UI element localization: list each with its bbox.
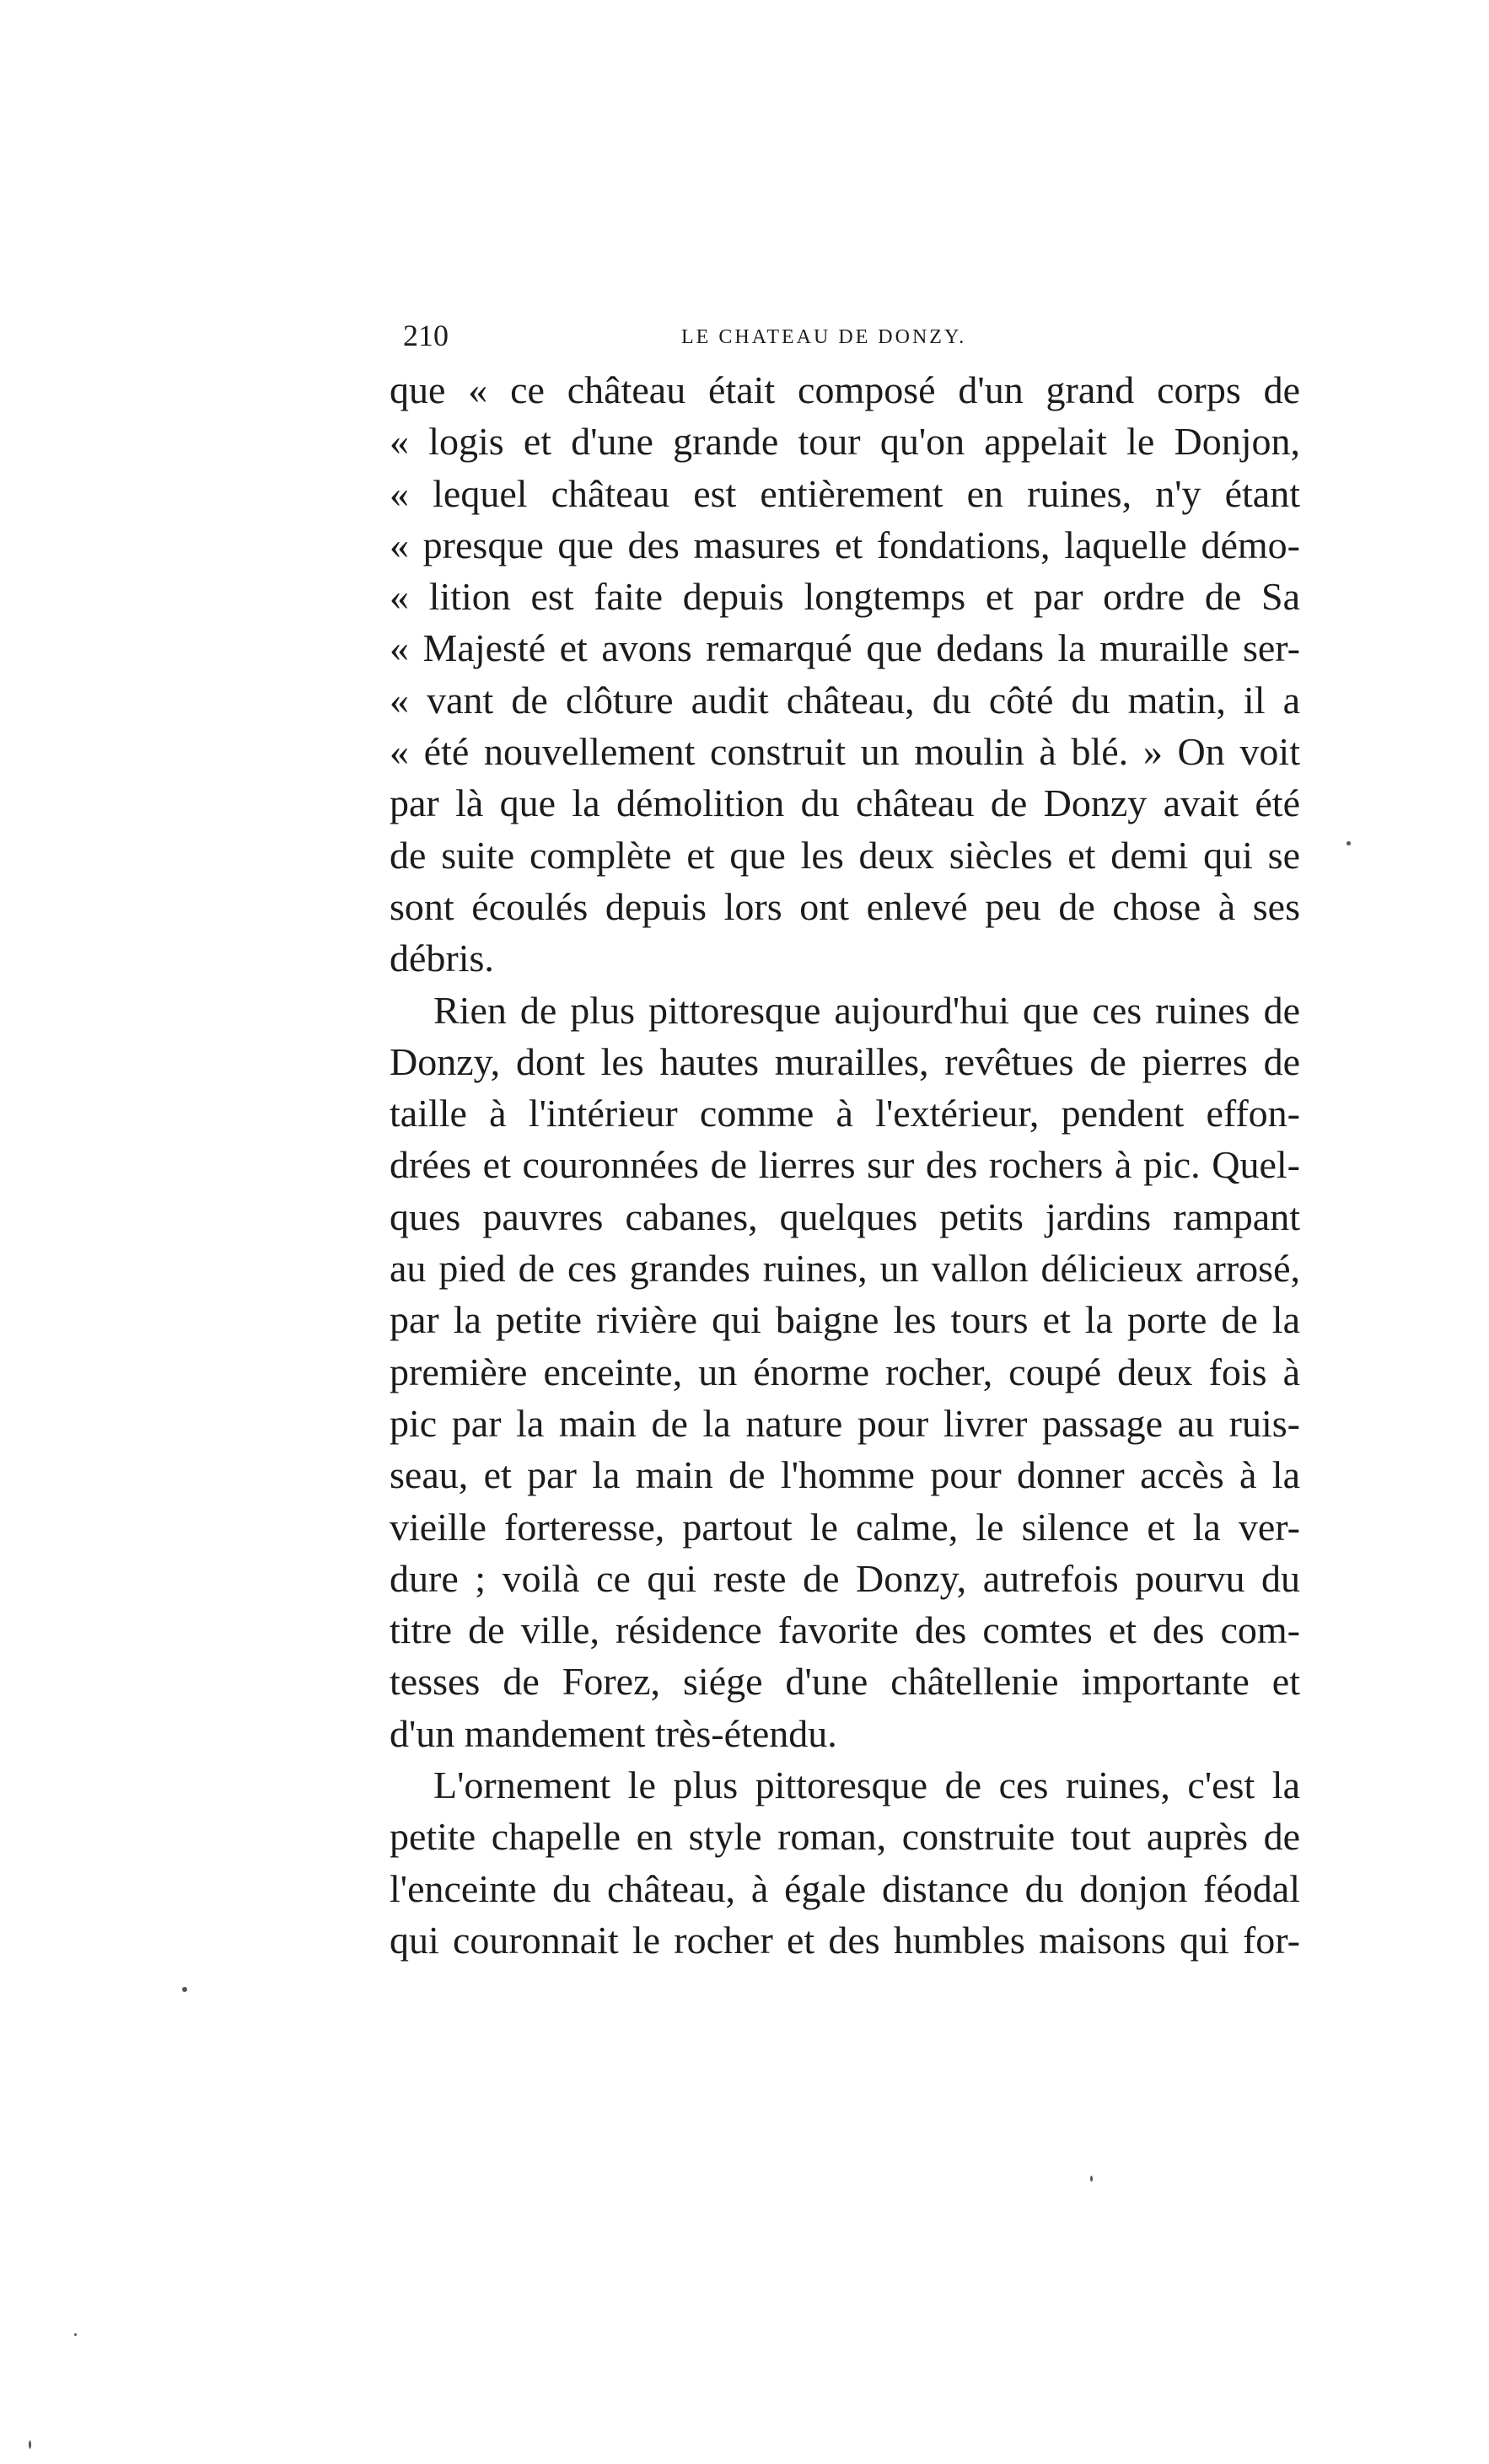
text-line: titre de ville, résidence favorite des comtes et des com- bbox=[390, 1608, 1300, 1652]
text-line: L'ornement le plus pittoresque de ces ruines, c'est la bbox=[433, 1763, 1300, 1807]
text-line: par là que la démolition du château de Donzy avait été bbox=[390, 781, 1300, 825]
text-line: dure ; voilà ce qui reste de Donzy, autrefois pourvu du bbox=[390, 1556, 1300, 1600]
text-line: tesses de Forez, siége d'une châtellenie importante et bbox=[390, 1660, 1300, 1704]
text-line: seau, et par la main de l'homme pour donner accès à la bbox=[390, 1453, 1300, 1497]
text-line: « presque que des masures et fondations, laquelle démo- bbox=[390, 523, 1300, 566]
running-title: LE CHATEAU DE DONZY. bbox=[681, 326, 967, 348]
text-line: taille à l'intérieur comme à l'extérieur, pendent effon- bbox=[390, 1092, 1300, 1135]
page-header bbox=[403, 317, 1297, 354]
text-line: par la petite rivière qui baigne les tours et la porte de la bbox=[390, 1298, 1300, 1342]
text-line: « lequel château est entièrement en ruines, n'y étant bbox=[390, 471, 1300, 515]
print-speck bbox=[29, 2440, 31, 2449]
print-speck bbox=[1347, 841, 1351, 845]
text-line: « lition est faite depuis longtemps et par ordre de Sa bbox=[390, 575, 1300, 619]
text-line: pic par la main de la nature pour livrer passage au ruis- bbox=[390, 1401, 1300, 1445]
body-text bbox=[390, 364, 1300, 1966]
text-line: que « ce château était composé d'un grand corps de bbox=[390, 368, 1300, 411]
text-line: débris. bbox=[390, 937, 494, 980]
text-line: l'enceinte du château, à égale distance du donjon féodal bbox=[390, 1866, 1300, 1910]
paragraph-1 bbox=[390, 364, 1300, 985]
text-line: Rien de plus pittoresque aujourd'hui que ces ruines de bbox=[433, 988, 1300, 1032]
text-line: vieille forteresse, partout le calme, le silence et la ver- bbox=[390, 1505, 1300, 1549]
text-line: petite chapelle en style roman, construite tout auprès de bbox=[390, 1815, 1300, 1859]
text-line: Donzy, dont les hautes murailles, revêtues de pierres de bbox=[390, 1039, 1300, 1083]
text-line: première enceinte, un énorme rocher, coupé deux fois à bbox=[390, 1350, 1300, 1393]
text-line: qui couronnait le rocher et des humbles maisons qui for- bbox=[390, 1918, 1300, 1962]
paragraph-2 bbox=[390, 985, 1300, 1759]
text-line: « logis et d'une grande tour qu'on appelait le Donjon, bbox=[390, 420, 1300, 464]
text-line: « Majesté et avons remarqué que dedans la muraille ser- bbox=[390, 626, 1300, 670]
text-line: d'un mandement très-étendu. bbox=[390, 1711, 837, 1755]
text-line: au pied de ces grandes ruines, un vallon délicieux arrosé, bbox=[390, 1247, 1300, 1291]
text-line: « vant de clôture audit château, du côté du matin, il a bbox=[390, 678, 1300, 722]
text-line: de suite complète et que les deux siècles et demi qui se bbox=[390, 833, 1300, 877]
print-speck bbox=[182, 1987, 187, 1992]
text-line: « été nouvellement construit un moulin à blé. » On voit bbox=[390, 730, 1300, 774]
text-line: sont écoulés depuis lors ont enlevé peu de chose à ses bbox=[390, 884, 1300, 928]
page-number: 210 bbox=[403, 319, 449, 352]
print-speck bbox=[74, 2333, 77, 2336]
text-line: drées et couronnées de lierres sur des rochers à pic. Quel- bbox=[390, 1143, 1300, 1187]
paragraph-3 bbox=[390, 1759, 1300, 1966]
text-line: ques pauvres cabanes, quelques petits jardins rampant bbox=[390, 1194, 1300, 1238]
print-speck bbox=[1090, 2176, 1093, 2182]
